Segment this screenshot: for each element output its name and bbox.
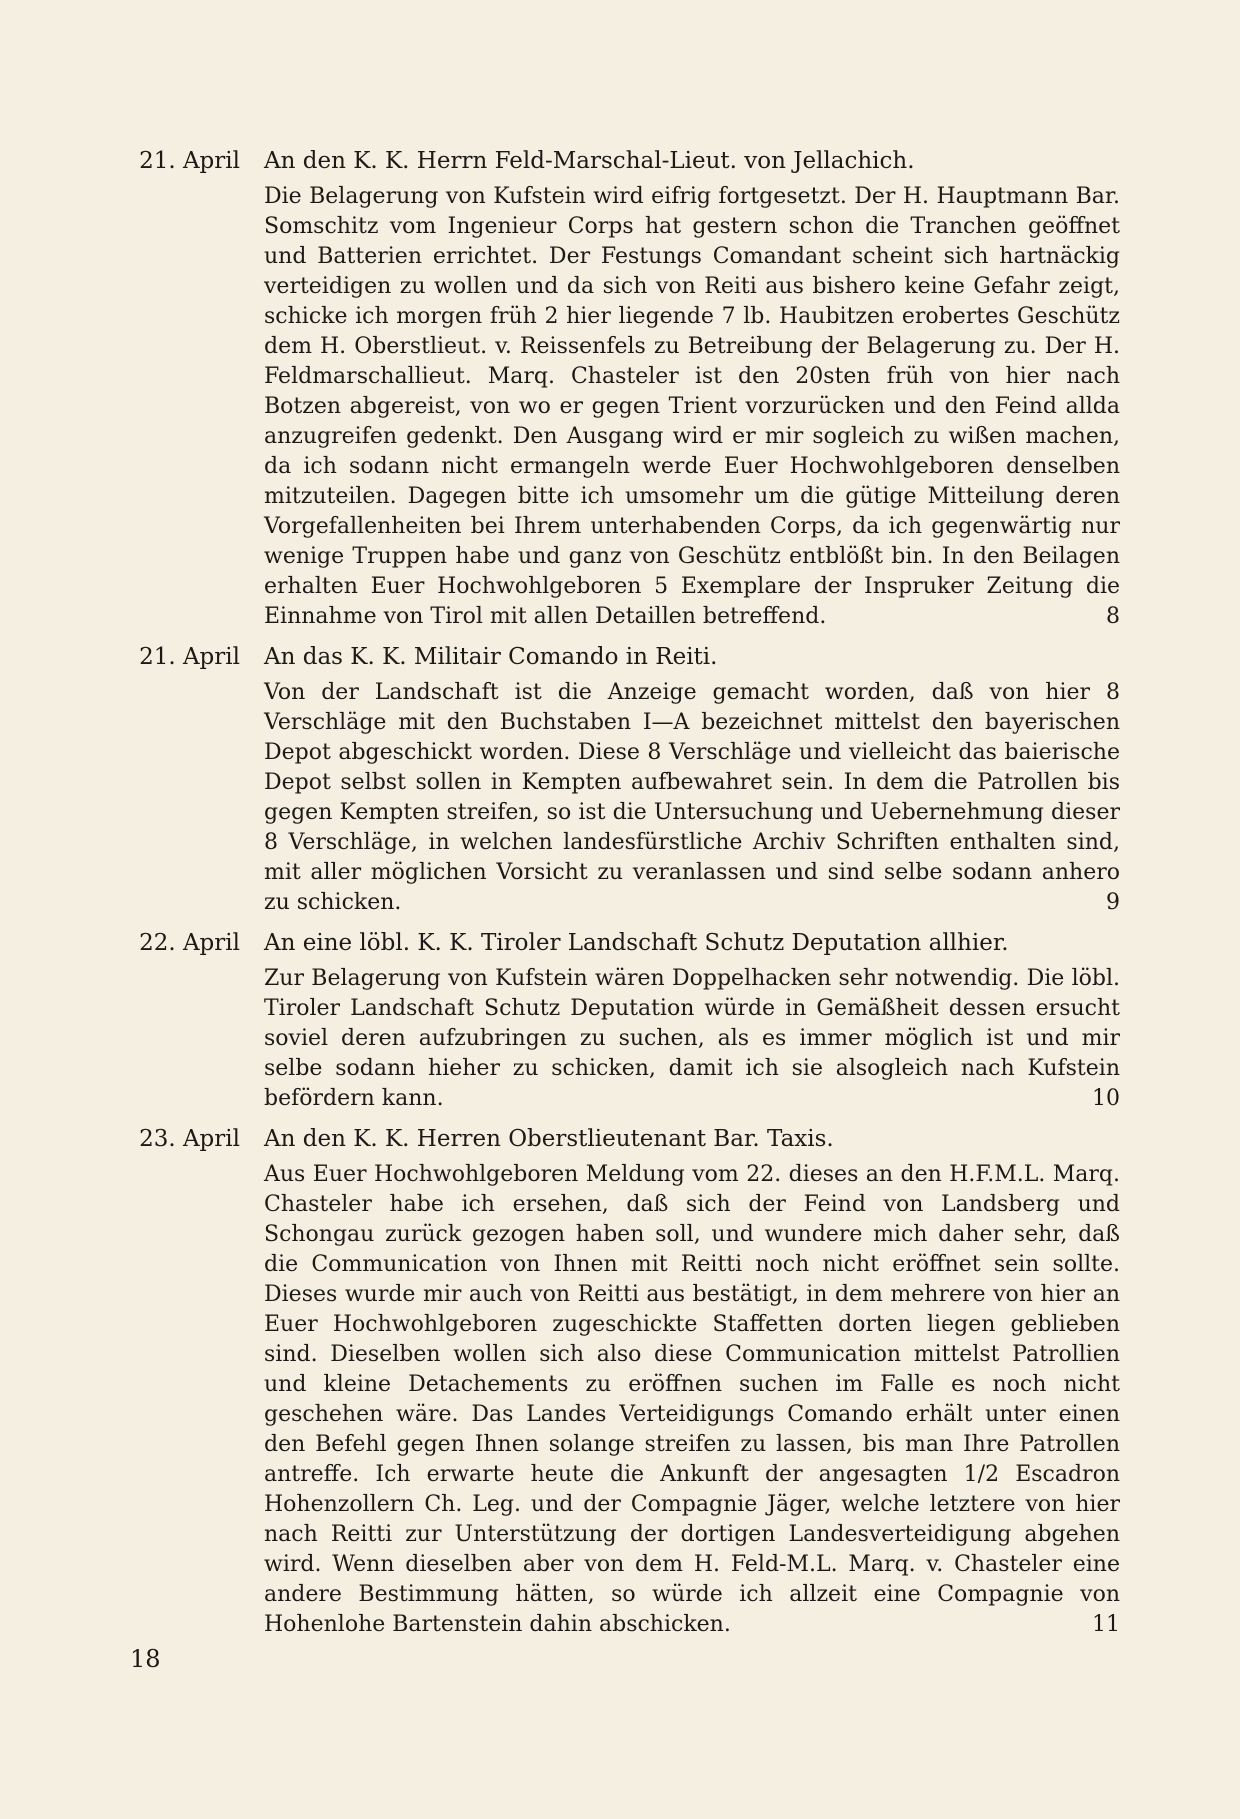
entry-date: 21. April — [139, 148, 240, 174]
entry-heading: An den K. K. Herrn Feld-Marschal-Lieut. von Jellachich. — [264, 148, 915, 174]
entry-body — [264, 1124, 1120, 1640]
letter-entry — [120, 928, 1120, 1114]
entry-date: 23. April — [139, 1126, 240, 1152]
entry-date: 21. April — [139, 644, 240, 670]
entry-text-content: Von der Landschaft ist die Anzeige gemacht worden, daß von hier 8 Verschläge mit den Buchstaben I—A bezeichnet mittelst den bayerischen Depot abgeschickt worden. Diese 8 Verschläge und vielleicht das baierische Depot selbst sollen in Kempten aufbewahret sein. In dem die Patrollen bis gegen Kempten streifen, so ist die Untersuchung und Uebernehmung dieser 8 Verschläge, in welchen landesfürstliche Archiv Schriften enthalten sind, mit aller möglichen Vorsicht zu veranlassen und sind selbe sodann anhero zu schicken. — [264, 680, 1120, 915]
entry-heading: An eine löbl. K. K. Tiroler Landschaft Schutz Deputation allhier. — [264, 930, 1009, 956]
page-number: 18 — [130, 1645, 161, 1673]
entry-number: 8 — [1106, 604, 1120, 629]
entry-body — [264, 928, 1120, 1114]
entry-text-content: Aus Euer Hochwohlgeboren Meldung vom 22. dieses an den H.F.M.L. Marq. Chasteler habe ich ersehen, daß sich der Feind von Landsberg und Schongau zurück gezogen haben soll, und wundere mich daher sehr, daß die Communication von Ihnen mit Reitti noch nicht eröffnet sein sollte. Dieses wurde mir auch von Reitti aus bestätigt, in dem mehrere von hier an Euer Hochwohlgeboren zugeschickte Staffetten dorten liegen geblieben sind. Dieselben wollen sich also diese Communication mittelst Patrollien und kleine Detachements zu eröffnen suchen im Falle es noch nicht geschehen wäre. Das Landes Verteidigungs Comando erhält unter einen den Befehl gegen Ihnen solange streifen zu lassen, bis man Ihre Patrollen antreffe. Ich erwarte heute die Ankunft der angesagten 1/2 Escadron Hohenzollern Ch. Leg. und der Compagnie Jäger, welche letztere von hier nach Reitti zur Unterstützung der dortigen Landesverteidigung abgehen wird. Wenn dieselben aber von dem H. Feld-M.L. Marq. v. Chasteler eine andere Bestimmung hätten, so würde ich allzeit eine Compagnie von Hohenlohe Bartenstein dahin abschicken. — [264, 1162, 1120, 1637]
entry-text — [264, 182, 1120, 632]
entry-date: 22. April — [139, 930, 240, 956]
entry-heading: An den K. K. Herren Oberstlieutenant Bar. Taxis. — [264, 1126, 834, 1152]
entry-text — [264, 964, 1120, 1114]
entry-body — [264, 146, 1120, 632]
letter-entry — [120, 642, 1120, 918]
letter-entries — [120, 146, 1120, 1650]
entry-number: 11 — [1092, 1612, 1120, 1637]
entry-text — [264, 1160, 1120, 1640]
entry-number: 10 — [1092, 1086, 1120, 1111]
entry-heading: An das K. K. Militair Comando in Reiti. — [264, 644, 718, 670]
letter-entry — [120, 146, 1120, 632]
entry-text-content: Die Belagerung von Kufstein wird eifrig fortgesetzt. Der H. Hauptmann Bar. Somschitz vom Ingenieur Corps hat gestern schon die Tranchen geöffnet und Batterien errichtet. Der Festungs Comandant scheint sich hartnäckig verteidigen zu wollen und da sich von Reiti aus bishero keine Gefahr zeigt, schicke ich morgen früh 2 hier liegende 7 lb. Haubitzen erobertes Geschütz dem H. Oberstlieut. v. Reissenfels zu Betreibung der Belagerung zu. Der H. Feldmarschallieut. Marq. Chasteler ist den 20sten früh von hier nach Botzen abgereist, von wo er gegen Trient vorzurücken und den Feind allda anzugreifen gedenkt. Den Ausgang wird er mir sogleich zu wißen machen, da ich sodann nicht ermangeln werde Euer Hochwohlgeboren denselben mitzuteilen. Dagegen bitte ich umsomehr um die gütige Mitteilung deren Vorgefallenheiten bei Ihrem unterhabenden Corps, da ich gegenwärtig nur wenige Truppen habe und ganz von Geschütz entblößt bin. In den Beilagen erhalten Euer Hochwohlgeboren 5 Exemplare der Inspruker Zeitung die Einnahme von Tirol mit allen Detaillen betreffend. — [264, 184, 1120, 629]
entry-text-content: Zur Belagerung von Kufstein wären Doppelhacken sehr notwendig. Die löbl. Tiroler Landschaft Schutz Deputation würde in Gemäßheit dessen ersucht soviel deren aufzubringen zu suchen, als es immer möglich ist und mir selbe sodann hieher zu schicken, damit ich sie alsogleich nach Kufstein befördern kann. — [264, 966, 1120, 1111]
letter-entry — [120, 1124, 1120, 1640]
entry-body — [264, 642, 1120, 918]
entry-text — [264, 678, 1120, 918]
entry-number: 9 — [1106, 890, 1120, 915]
